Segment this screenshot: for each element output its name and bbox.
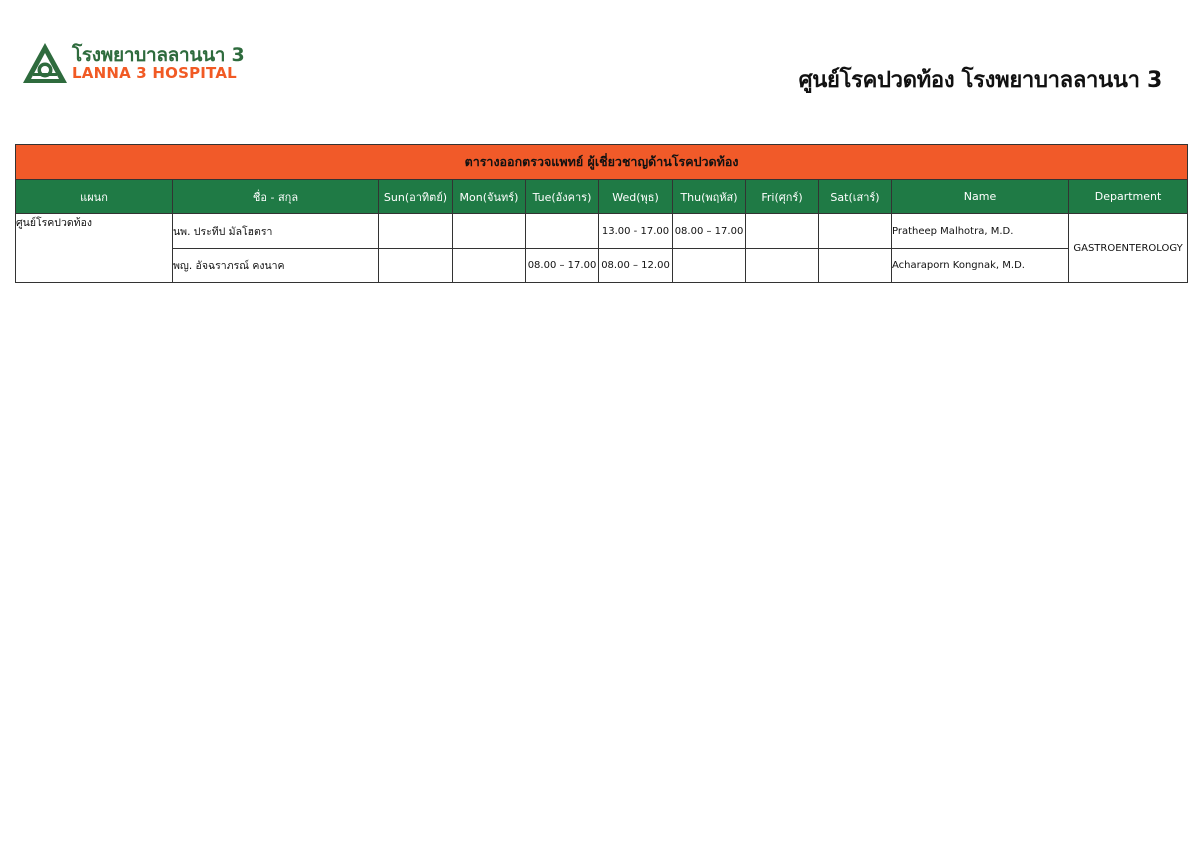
schedule-cell-sun	[379, 249, 453, 283]
schedule-cell-tue	[526, 214, 599, 249]
header-name: Name	[892, 180, 1069, 214]
doctor-thai-name: พญ. อัจฉราภรณ์ คงนาค	[173, 249, 379, 283]
header-department-th: แผนก	[16, 180, 173, 214]
doctor-thai-name: นพ. ประทีป มัลโฮตรา	[173, 214, 379, 249]
schedule-cell-wed: 13.00 - 17.00	[599, 214, 673, 249]
schedule-cell-sun	[379, 214, 453, 249]
schedule-cell-mon	[453, 214, 526, 249]
doctor-english-name: Pratheep Malhotra, M.D.	[892, 214, 1069, 249]
header-department: Department	[1069, 180, 1188, 214]
schedule-cell-wed: 08.00 – 12.00	[599, 249, 673, 283]
header-sun: Sun(อาทิตย์)	[379, 180, 453, 214]
department-thai-cell: ศูนย์โรคปวดท้อง	[16, 214, 173, 283]
header-sat: Sat(เสาร์)	[819, 180, 892, 214]
header-thu: Thu(พฤหัส)	[673, 180, 746, 214]
header-wed: Wed(พุธ)	[599, 180, 673, 214]
schedule-cell-tue: 08.00 – 17.00	[526, 249, 599, 283]
table-row	[16, 249, 1188, 283]
page-title: ศูนย์โรคปวดท้อง โรงพยาบาลลานนา 3	[798, 68, 1162, 93]
table-banner: ตารางออกตรวจแพทย์ ผู้เชี่ยวชาญด้านโรคปวดท้อง	[16, 145, 1188, 180]
header-fri: Fri(ศุกร์)	[746, 180, 819, 214]
lanna-logo-icon	[22, 42, 68, 84]
schedule-cell-sat	[819, 214, 892, 249]
table-row	[16, 214, 1188, 249]
hospital-logo	[22, 40, 245, 88]
doctor-english-name: Acharaporn Kongnak, M.D.	[892, 249, 1069, 283]
logo-english-name: LANNA 3 HOSPITAL	[72, 64, 237, 82]
logo-thai-name: โรงพยาบาลลานนา 3	[72, 44, 245, 66]
schedule-cell-thu	[673, 249, 746, 283]
department-english-cell: GASTROENTEROLOGY	[1069, 214, 1188, 283]
table-banner-row	[16, 145, 1188, 180]
header-tue: Tue(อังคาร)	[526, 180, 599, 214]
schedule-cell-mon	[453, 249, 526, 283]
table-header-row	[16, 180, 1188, 214]
schedule-cell-fri	[746, 249, 819, 283]
schedule-cell-sat	[819, 249, 892, 283]
header-mon: Mon(จันทร์)	[453, 180, 526, 214]
schedule-cell-fri	[746, 214, 819, 249]
header-full-name: ชื่อ - สกุล	[173, 180, 379, 214]
doctor-schedule-table	[15, 144, 1188, 283]
schedule-cell-thu: 08.00 – 17.00	[673, 214, 746, 249]
